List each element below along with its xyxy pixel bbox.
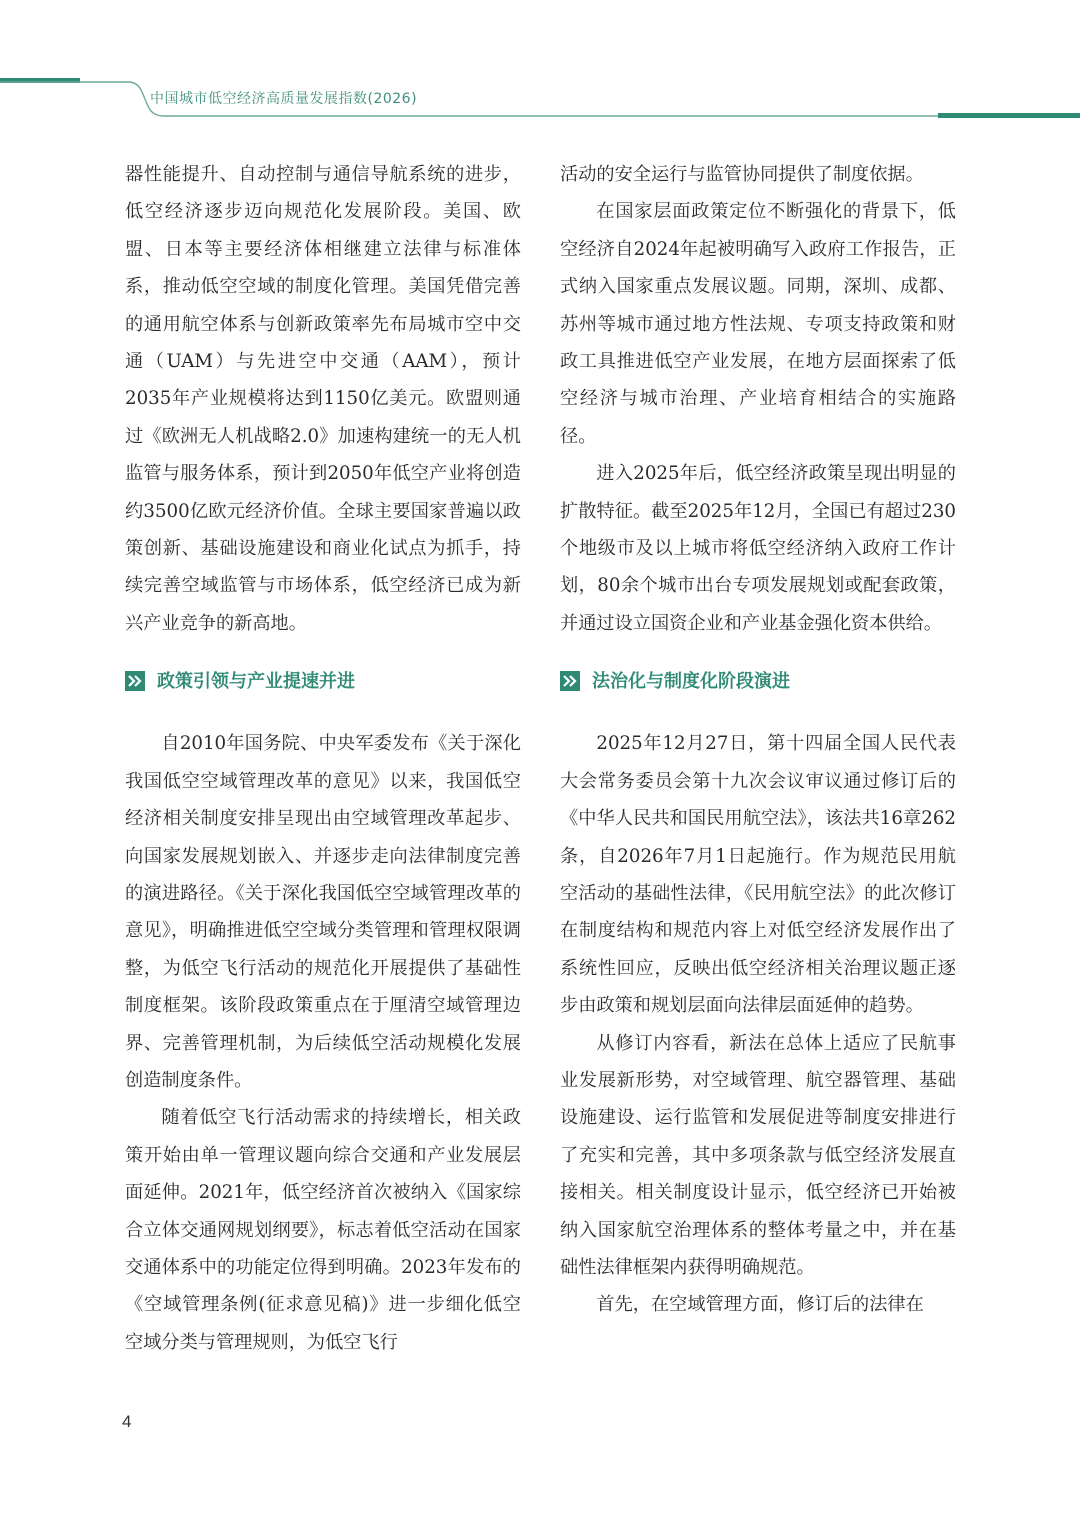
section-heading-text: 法治化与制度化阶段演进 — [592, 670, 790, 692]
paragraph: 自2010年国务院、中央军委发布《关于深化我国低空空域管理改革的意见》以来，我国低空经济相关制度安排呈现出由空域管理改革起步、向国家发展规划嵌入、并逐步走向法律制度完善的演进路径。《关于深化我国低空空域管理改革的意见》，明确推进低空空域分类管理和管理权限调整，为低空飞行活动的规范化开展提供了基础性制度框架。该阶段政策重点在于厘清空域管理边界、完善管理机制，为后续低空活动规模化发展创造制度条件。 — [125, 733, 521, 1091]
section-heading-text: 政策引领与产业提速并进 — [157, 670, 355, 692]
paragraph: 进入2025年后，低空经济政策呈现出明显的扩散特征。截至2025年12月，全国已有超过230个地级市及以上城市将低空经济纳入政府工作计划，80余个城市出台专项发展规划或配套政策，并通过设立国资企业和产业基金强化资本供给。 — [560, 463, 956, 634]
page-header — [0, 0, 1080, 130]
paragraph-continued: 器性能提升、自动控制与通信导航系统的进步，低空经济逐步迈向规范化发展阶段。美国、欧盟、日本等主要经济体相继建立法律与标准体系，推动低空空域的制度化管理。美国凭借完善的通用航空体系与创新政策率先布局城市空中交通（UAM）与先进空中交通（AAM），预计2035年产业规模将达到1150亿美元。欧盟则通过《欧洲无人机战略2.0》加速构建统一的无人机监管与服务体系，预计到2050年低空产业将创造约3500亿欧元经济价值。全球主要国家普遍以政策创新、基础设施建设和商业化试点为抓手，持续完善空域监管与市场体系，低空经济已成为新兴产业竞争的新高地。 — [125, 164, 521, 634]
double-chevron-right-icon — [125, 671, 145, 691]
paragraph: 2025年12月27日，第十四届全国人民代表大会常务委员会第十九次会议审议通过修订后的《中华人民共和国民用航空法》，该法共16章262条，自2026年7月1日起施行。作为规范民用航空活动的基础性法律，《民用航空法》的此次修订在制度结构和规范内容上对低空经济发展作出了系统性回应，反映出低空经济相关治理议题正逐步由政策和规划层面向法律层面延伸的趋势。 — [560, 733, 956, 1017]
page-number: 4 — [122, 1412, 132, 1431]
header-rule-decoration — [0, 0, 1080, 130]
running-header-title: 中国城市低空经济高质量发展指数(2026) — [150, 91, 418, 107]
double-chevron-right-icon — [560, 671, 580, 691]
paragraph: 从修订内容看，新法在总体上适应了民航事业发展新形势，对空域管理、航空器管理、基础设施建设、运行监管和发展促进等制度安排进行了充实和完善，其中多项条款与低空经济发展直接相关。相关制度设计显示，低空经济已开始被纳入国家航空治理体系的整体考量之中，并在基础性法律框架内获得明确规范。 — [560, 1032, 956, 1278]
paragraph: 首先，在空域管理方面，修订后的法律在 — [596, 1294, 924, 1316]
section-heading-policy — [125, 659, 521, 703]
paragraph: 在国家层面政策定位不断强化的背景下，低空经济自2024年起被明确写入政府工作报告，正式纳入国家重点发展议题。同期，深圳、成都、苏州等城市通过地方性法规、专项支持政策和财政工具推进低空产业发展，在地方层面探索了低空经济与城市治理、产业培育相结合的实施路径。 — [560, 201, 956, 447]
section-heading-legal — [560, 659, 956, 703]
right-column — [560, 156, 956, 1324]
left-column — [125, 156, 521, 1361]
paragraph: 随着低空飞行活动需求的持续增长，相关政策开始由单一管理议题向综合交通和产业发展层面延伸。2021年，低空经济首次被纳入《国家综合立体交通网规划纲要》，标志着低空活动在国家交通体系中的功能定位得到明确。2023年发布的《空域管理条例(征求意见稿)》进一步细化低空空域分类与管理规则，为低空飞行 — [125, 1107, 521, 1353]
paragraph-continued: 活动的安全运行与监管协同提供了制度依据。 — [560, 164, 924, 185]
